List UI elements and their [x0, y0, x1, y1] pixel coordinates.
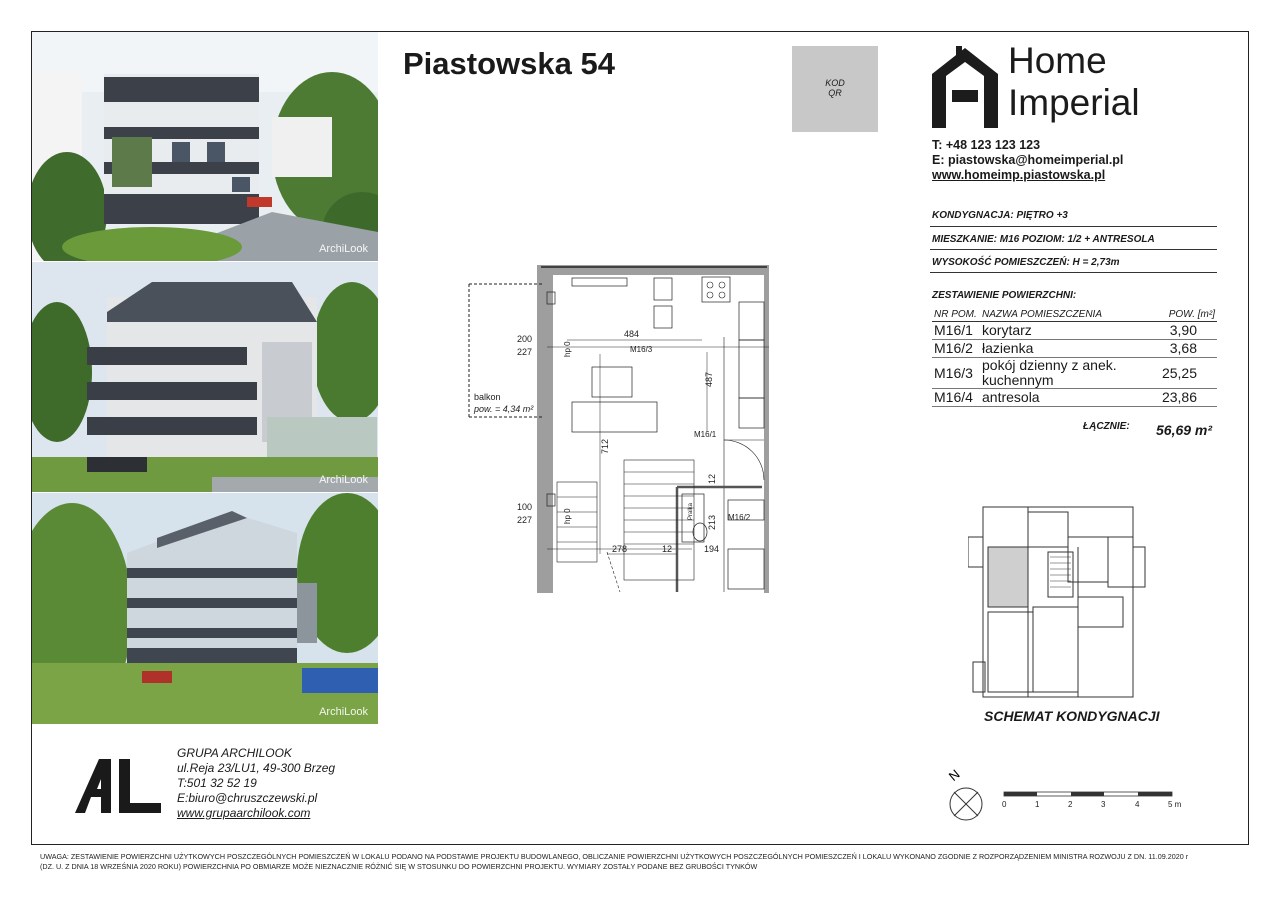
scale-tick: 1 — [1035, 800, 1040, 809]
render-photo-2 — [32, 262, 378, 492]
qr-code-placeholder[interactable] — [792, 46, 878, 132]
brand-email[interactable]: E: piastowska@homeimperial.pl — [932, 153, 1124, 167]
table-row — [932, 322, 1217, 340]
dim-484: 484 — [624, 329, 640, 339]
room-area: 25,25 — [1143, 358, 1217, 389]
room-area: 3,90 — [1143, 322, 1217, 340]
company-info — [177, 746, 335, 821]
scale-tick: 5 m — [1168, 800, 1182, 809]
scale-tick: 3 — [1101, 800, 1106, 809]
room-label-m16-1: M16/1 — [694, 430, 717, 439]
schema-title: SCHEMAT KONDYGNACJI — [984, 708, 1160, 724]
total-value: 56,69 m² — [1156, 422, 1213, 438]
areas-title: ZESTAWIENIE POWIERZCHNI: — [932, 290, 1077, 301]
dim-227-top: 227 — [517, 347, 533, 357]
room-name: antresola — [980, 389, 1143, 407]
dim-227-bottom: 227 — [517, 515, 533, 525]
table-row — [932, 358, 1217, 389]
brand-phone: T: +48 123 123 123 — [932, 138, 1041, 152]
brand-contact — [932, 138, 1123, 183]
archilook-watermark: ArchiLook — [319, 474, 368, 486]
areas-table-header — [932, 308, 1217, 322]
balcony-area: pow. = 4,34 m² — [474, 404, 534, 414]
divider — [930, 249, 1217, 250]
company-name: GRUPA ARCHILOOK — [177, 746, 292, 760]
room-number: M16/1 — [932, 322, 980, 340]
qr-label-2: QR — [828, 88, 842, 98]
render-photo-1 — [32, 32, 378, 261]
north-and-scale — [940, 762, 1200, 832]
room-number: M16/2 — [932, 340, 980, 358]
footnote-line-2: (DZ. U. Z DNIA 18 WRZEŚNIA 2020 ROKU) POWIERZCHNIA PO OBMIARZE MOŻE NIEZNACZNIE RÓŻNIĆ SIĘ W STOSUNKU DO POWIERZCHNI PROJEKTU. WYMIARY ZOSTAŁY PODANE BEZ GRUBOŚCI TYNKÓW — [40, 862, 758, 871]
north-label: N — [945, 766, 963, 784]
room-name: łazienka — [980, 340, 1143, 358]
table-row — [932, 389, 1217, 407]
room-area: 23,86 — [1143, 389, 1217, 407]
dim-712: 712 — [600, 438, 610, 454]
archilook-watermark: ArchiLook — [319, 706, 368, 718]
column-header-no: NR POM. — [932, 308, 980, 322]
archilook-watermark: ArchiLook — [319, 243, 368, 255]
company-email[interactable]: E:biuro@chruszczewski.pl — [177, 791, 318, 805]
company-website-link[interactable]: www.grupaarchilook.com — [177, 806, 311, 820]
column-header-area: POW. [m²] — [1143, 308, 1217, 322]
room-area: 3,68 — [1143, 340, 1217, 358]
dim-213: 213 — [707, 514, 717, 530]
page-title: Piastowska 54 — [403, 46, 615, 81]
hp0-label: hp 0 — [563, 508, 572, 524]
brand-name-line2: Imperial — [1008, 82, 1140, 123]
room-label-m16-3: M16/3 — [630, 345, 653, 354]
company-phone: T:501 32 52 19 — [177, 776, 257, 790]
total-label: ŁĄCZNIE: — [1083, 421, 1130, 432]
dim-12-bottom: 12 — [662, 544, 673, 554]
hp0-label: hp 0 — [563, 341, 572, 357]
dim-200: 200 — [517, 334, 533, 344]
company-address: ul.Reja 23/LU1, 49-300 Brzeg — [177, 761, 336, 775]
room-label-m16-2: M16/2 — [728, 513, 751, 522]
washing-machine-label: Pralka — [688, 502, 694, 520]
room-number: M16/3 — [932, 358, 980, 389]
scale-tick: 0 — [1002, 800, 1007, 809]
room-name: korytarz — [980, 322, 1143, 340]
brand-website-link[interactable]: www.homeimp.piastowska.pl — [932, 168, 1106, 182]
height-info: WYSOKOŚĆ POMIESZCZEŃ: H = 2,73m — [932, 257, 1120, 268]
floor-schema-diagram — [968, 497, 1178, 702]
areas-table — [932, 308, 1217, 407]
room-number: M16/4 — [932, 389, 980, 407]
render-photo-3 — [32, 493, 378, 724]
column-header-name: NAZWA POMIESZCZENIA — [980, 308, 1143, 322]
divider — [930, 226, 1217, 227]
divider — [930, 272, 1217, 273]
dim-278: 278 — [612, 544, 628, 554]
brand-name — [1008, 40, 1140, 124]
scale-tick: 2 — [1068, 800, 1073, 809]
floor-info: KONDYGNACJA: PIĘTRO +3 — [932, 210, 1068, 221]
dim-487: 487 — [704, 371, 714, 387]
scale-tick: 4 — [1135, 800, 1140, 809]
brand-name-line1: Home — [1008, 40, 1107, 81]
home-imperial-logo-icon — [932, 44, 998, 128]
scale-bar — [1004, 792, 1172, 796]
dim-194: 194 — [704, 544, 720, 554]
footnote-line-1: UWAGA: ZESTAWIENIE POWIERZCHNI UŻYTKOWYCH POSZCZEGÓLNYCH POMIESZCZEŃ W LOKALU PODANO NA PODSTAWIE PROJEKTU BUDOWLANEGO, OBLICZANIE POWIERZCHNI UŻYTKOWYCH POSZCZEGÓLNYCH POMIESZCZEŃ I LOKALU WYKONANO ZGODNIE Z ROZPORZĄDZENIEM MINISTRA ROZWOJU Z DN. 11.09.2020 r — [40, 852, 1189, 861]
table-row — [932, 340, 1217, 358]
balcony-label: balkon — [474, 392, 501, 402]
archilook-logo-icon — [75, 757, 163, 815]
dim-100: 100 — [517, 502, 533, 512]
footnote — [40, 852, 1255, 872]
qr-label-1: KOD — [825, 78, 845, 88]
apartment-info: MIESZKANIE: M16 POZIOM: 1/2 + ANTRESOLA — [932, 234, 1155, 245]
dim-12-side: 12 — [707, 473, 717, 484]
apartment-floor-plan — [462, 262, 778, 597]
room-name: pokój dzienny z anek. kuchennym — [980, 358, 1143, 389]
